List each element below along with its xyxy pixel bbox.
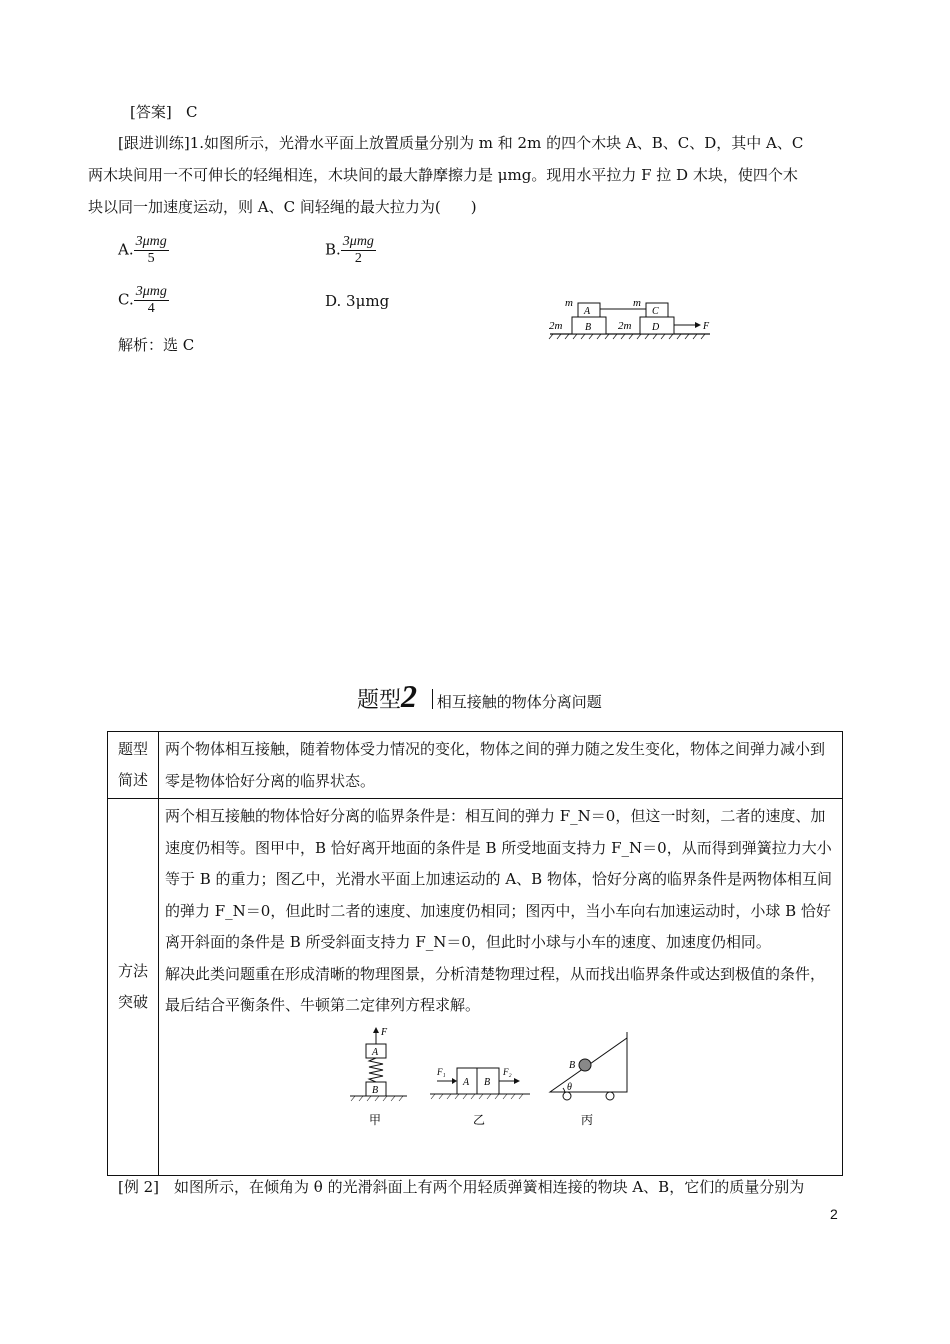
option-d-letter: D. xyxy=(325,292,342,310)
option-b-den: 2 xyxy=(354,251,362,266)
method-table xyxy=(107,731,843,1176)
answer-line xyxy=(130,97,198,128)
page-number: 2 xyxy=(830,1206,838,1222)
row1-label-2: 简述 xyxy=(117,771,148,789)
section-title: 相互接触的物体分离问题 xyxy=(436,693,602,711)
yi-label-f1: F₁ xyxy=(437,1066,446,1077)
row2-label xyxy=(108,799,159,1176)
option-b-letter: B. xyxy=(325,240,341,259)
exercise-text-1: 1.如图所示，光滑水平面上放置质量分别为 m 和 2m 的四个木块 A、B、C、D，其中 A、C xyxy=(189,134,804,152)
row2-paragraph-2: 解决此类问题重在形成清晰的物理图景，分析清楚物理过程，从而找出临界条件或达到极值的条件，最后结合平衡条件、牛顿第二定律列方程求解。 xyxy=(165,964,826,1014)
figure-jia xyxy=(350,1027,407,1127)
exercise-line-2: 两木块间用一不可伸长的轻绳相连，木块间的最大静摩擦力是 μmg。现用水平拉力 F 拉 D 木块，使四个木 xyxy=(88,166,798,184)
bing-label-b: B xyxy=(569,1059,576,1071)
option-a-fraction xyxy=(134,234,169,267)
label-f: F xyxy=(703,321,710,332)
solution: 解析：选 C xyxy=(118,336,195,354)
example-line: [例 2] 如图所示，在倾角为 θ 的光滑斜面上有两个用轻质弹簧相连接的物块 A、B，它们的质量分别为 xyxy=(118,1178,805,1196)
option-d-text: 3μmg xyxy=(346,292,390,310)
section-heading xyxy=(357,678,602,715)
row2-paragraph-1: 两个相互接触的物体恰好分离的临界条件是：相互间的弹力 F_N＝0，但这一时刻，二者的速度、加速度仍相等。图甲中，B 恰好离开地面的条件是 B 所受地面支持力 F_N＝0，从而得到弹簧拉力大小等于 B 的重力；图乙中，光滑水平面上加速运动的 A、B 物体，恰好分离的临界条件是两物体相互间的弹力 F_N＝0，但此时二者的速度、加速度仍相同；图丙中，当小车向右加速运动时，小球 B 恰好离开斜面的条件是 B 所受斜面支持力 F_N＝0，但此时小球与小车的速度、加速度仍相同。 xyxy=(165,807,832,951)
blocks-figure xyxy=(545,292,715,340)
row1-label xyxy=(108,732,159,799)
jia-label-b: B xyxy=(372,1084,379,1096)
bing-label-theta: θ xyxy=(567,1081,572,1093)
section-number: 2 xyxy=(401,678,418,714)
option-a-den: 5 xyxy=(147,251,155,266)
option-c-letter: C. xyxy=(118,290,134,309)
jia-label-f: F xyxy=(381,1026,388,1038)
label-m4: 2m xyxy=(618,320,632,332)
option-c-den: 4 xyxy=(147,301,155,316)
jia-label-a: A xyxy=(372,1046,379,1058)
option-c-fraction xyxy=(134,284,169,317)
label-c: C xyxy=(652,306,659,317)
option-a xyxy=(118,234,169,267)
yi-label-b: B xyxy=(484,1076,491,1088)
row1-text: 两个物体相互接触，随着物体受力情况的变化，物体之间的弹力随之发生变化，物体之间弹力减小到零是物体恰好分离的临界状态。 xyxy=(159,732,843,799)
option-b xyxy=(325,234,376,267)
option-c xyxy=(118,284,169,317)
yi-label-a: A xyxy=(463,1076,470,1088)
label-d: D xyxy=(652,322,660,333)
answer-label: [答案] xyxy=(130,103,172,121)
label-m3: m xyxy=(633,297,641,309)
label-a: A xyxy=(584,306,591,317)
jia-caption: 甲 xyxy=(369,1112,382,1127)
exercise-line-3: 块以同一加速度运动，则 A、C 间轻绳的最大拉力为( ) xyxy=(88,198,477,216)
option-b-num: 3μmg xyxy=(342,234,374,249)
label-m1: m xyxy=(565,297,573,309)
bing-caption: 丙 xyxy=(581,1112,594,1127)
section-prefix: 题型 xyxy=(357,688,402,713)
row2-label-2: 突破 xyxy=(117,993,148,1011)
separation-figures xyxy=(345,1026,655,1142)
figure-bing xyxy=(550,1032,627,1127)
row1-label-1: 题型 xyxy=(117,740,148,758)
option-d xyxy=(325,292,389,310)
row2-content xyxy=(159,799,843,1176)
figure-yi xyxy=(430,1067,530,1127)
exercise-line-1 xyxy=(118,128,803,159)
row2-label-1: 方法 xyxy=(117,962,148,980)
yi-caption: 乙 xyxy=(473,1112,486,1127)
option-a-letter: A. xyxy=(118,240,134,259)
label-m2: 2m xyxy=(549,320,563,332)
option-b-fraction xyxy=(341,234,376,267)
option-a-num: 3μmg xyxy=(135,234,167,249)
answer-value: C xyxy=(186,103,198,121)
option-c-num: 3μmg xyxy=(135,284,167,299)
yi-label-f2: F₂ xyxy=(503,1066,512,1077)
exercise-tag: [跟进训练] xyxy=(118,134,190,152)
label-b: B xyxy=(585,322,592,333)
